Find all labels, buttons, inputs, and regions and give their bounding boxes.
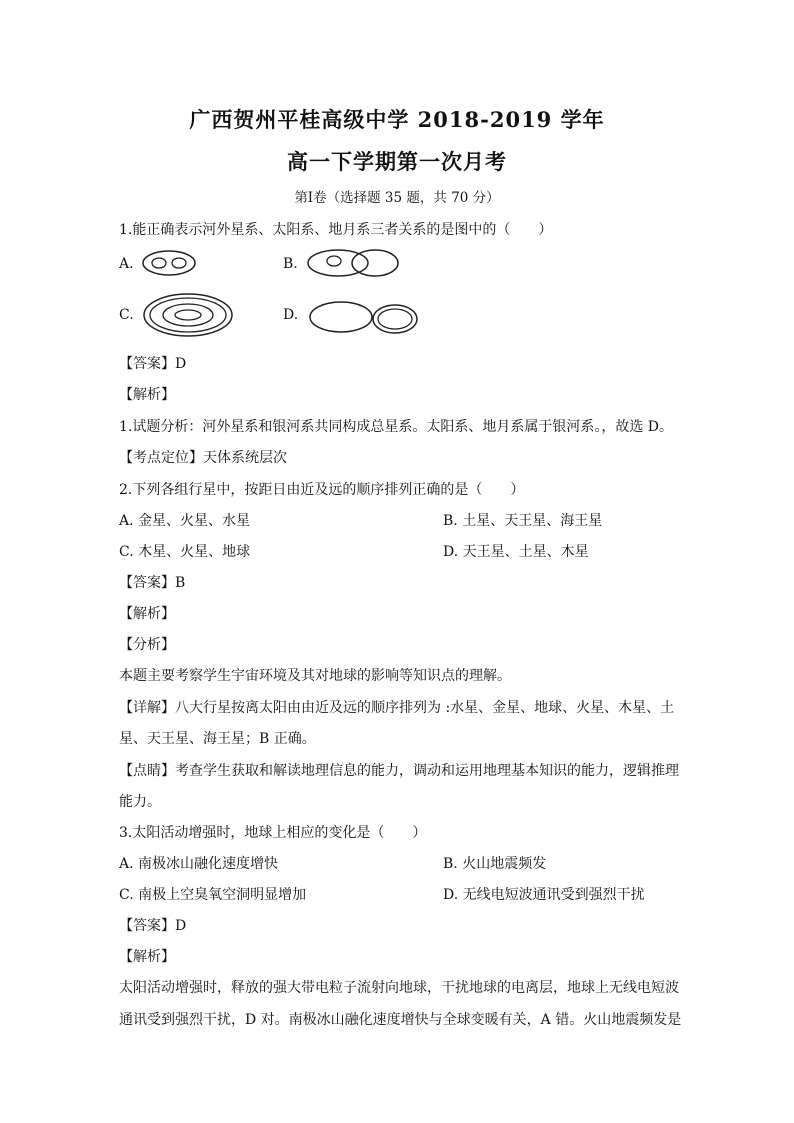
q1-knowledge-point: 【考点定位】天体系统层次 [119, 450, 287, 466]
q2-option-d: D. 天王星、土星、木星 [443, 544, 589, 560]
q3-question: 3.太阳活动增强时，地球上相应的变化是（ ） [119, 825, 427, 841]
q2-option-b: B. 土星、天王星、海王星 [443, 513, 603, 529]
paper-title-line1: 广西贺州平桂高级中学 2018-2019 学年 [189, 107, 605, 132]
q2-fenxi-label: 【分析】 [119, 637, 175, 653]
q1-figure-d [307, 300, 422, 336]
q2-fenxi: 本题主要考察学生宇宙环境及其对地球的影响等知识点的理解。 [119, 668, 511, 684]
q3-answer: 【答案】D [119, 918, 187, 934]
q2-option-a: A. 金星、火星、水星 [119, 513, 251, 529]
q2-question: 2.下列各组行星中，按距日由近及远的顺序排列正确的是（ ） [119, 482, 525, 498]
paper-title-line2: 高一下学期第一次月考 [287, 149, 507, 174]
q3-analysis-line2: 通讯受到强烈干扰，D 对。南极冰山融化速度增快与全球变暖有关，A 错。火山地震频发是 [119, 1012, 682, 1028]
q3-option-d: D. 无线电短波通讯受到强烈干扰 [443, 887, 645, 903]
q3-analysis-line1: 太阳活动增强时，释放的强大带电粒子流射向地球，干扰地球的电离层，地球上无线电短波 [119, 980, 679, 996]
section-heading: 第Ⅰ卷（选择题 35 题，共 70 分） [294, 190, 500, 206]
q2-dianjing-line2: 能力。 [119, 794, 161, 810]
q1-figure-c [142, 292, 238, 340]
q2-answer: 【答案】B [119, 575, 186, 591]
q1-question: 1.能正确表示河外星系、太阳系、地月系三者关系的是图中的（ ） [119, 222, 553, 238]
q1-analysis-label: 【解析】 [119, 387, 175, 403]
q3-option-a: A. 南极冰山融化速度增快 [119, 856, 279, 872]
q1-figure-b [305, 246, 405, 282]
q2-option-c: C. 木星、火星、地球 [119, 544, 251, 560]
q3-option-b: B. 火山地震频发 [443, 856, 547, 872]
q1-answer: 【答案】D [119, 356, 187, 372]
q2-dianjing-line1: 【点睛】考查学生获取和解读地理信息的能力，调动和运用地理基本知识的能力，逻辑推理 [119, 763, 679, 779]
q2-analysis-label: 【解析】 [119, 606, 175, 622]
q1-analysis: 1.试题分析：河外星系和银河系共同构成总星系。太阳系、地月系属于银河系。，故选 D。 [119, 419, 674, 435]
q2-detail-line1: 【详解】八大行星按离太阳由由近及远的顺序排列为 :水星、金星、地球、火星、木星、土 [119, 700, 675, 716]
q1-option-c-label: C. [119, 307, 134, 323]
q1-option-b-label: B. [283, 256, 298, 272]
q3-option-c: C. 南极上空臭氧空洞明显增加 [119, 887, 307, 903]
q2-detail-line2: 星、天王星、海王星；B 正确。 [119, 731, 316, 747]
q1-figure-a [140, 248, 200, 280]
q1-option-d-label: D. [283, 307, 299, 323]
q3-analysis-label: 【解析】 [119, 949, 175, 965]
q1-option-a-label: A. [119, 256, 134, 272]
